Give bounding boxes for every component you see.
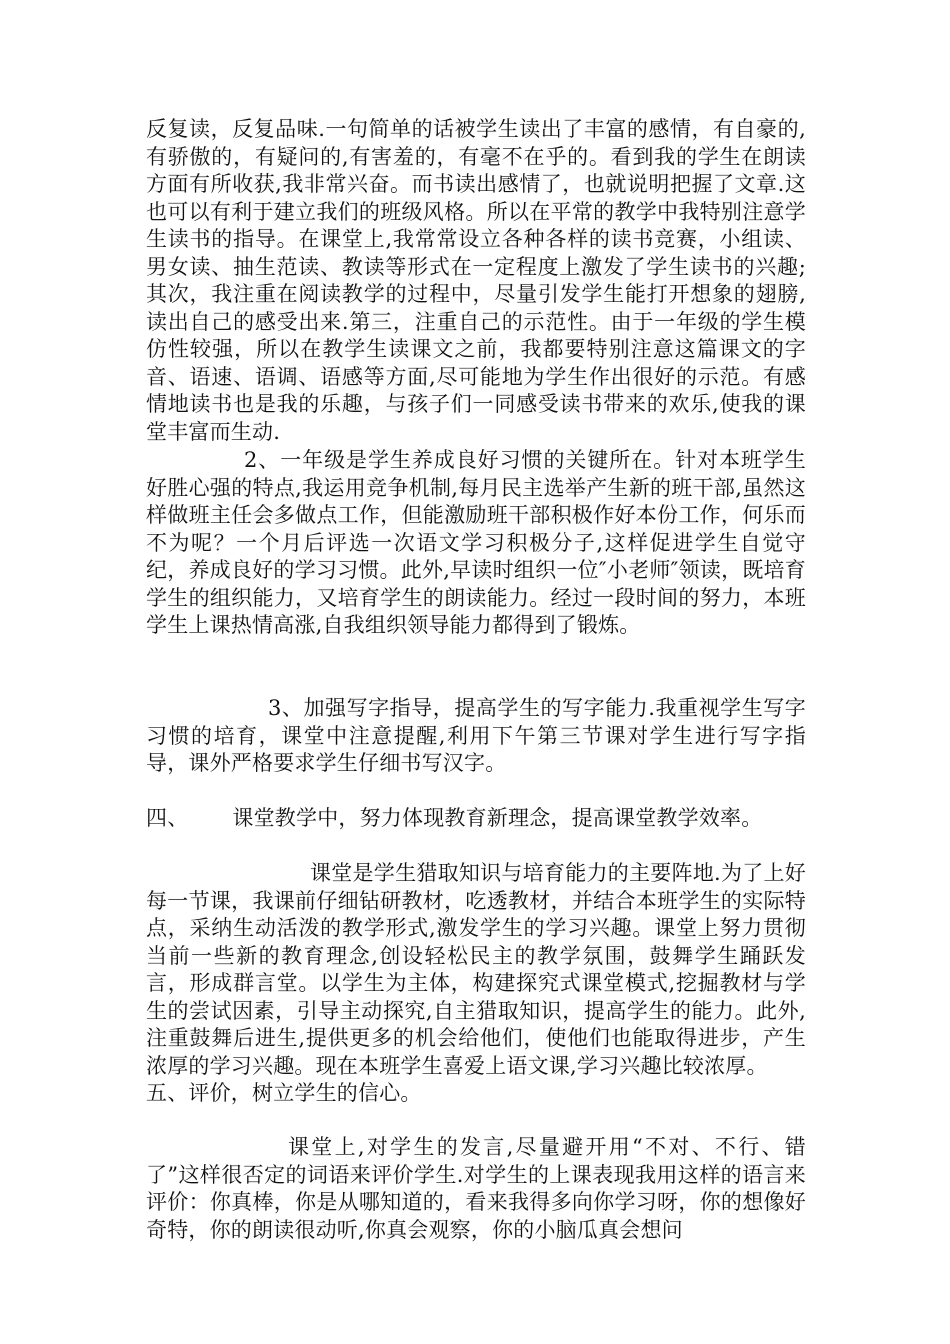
section-heading-5: 五、评价，树立学生的信心。 [146, 1081, 422, 1105]
section-heading-4 [146, 805, 806, 833]
paragraph-evaluation: 课堂上,对学生的发言,尽量避开用“不对、不行、错了”这样很否定的词语来评价学生.对学生的上课表现我用这样的语言来评价：你真棒，你是从哪知道的，看来我得多向你学习呀，你的想像好奇特，你的朗读很动听,你真会观察，你的小脑瓜真会想问 [146, 1135, 806, 1242]
section-heading-4-text: 课堂教学中，努力体现教育新理念，提高课堂教学效率。 [232, 806, 763, 830]
paragraph-habits: 2、一年级是学生养成良好习惯的关键所在。针对本班学生好胜心强的特点,我运用竞争机制,每月民主选举产生新的班干部,虽然这样做班主任会多做点工作，但能激励班干部积极作好本份工作，何乐而不为呢？一个月后评选一次语文学习积极分子,这样促进学生自觉守纪，养成良好的学习习惯。此外,早读时组织一位″小老师″领读，既培育学生的组织能力，又培育学生的朗读能力。经过一段时间的努力，本班学生上课热情高涨,自我组织领导能力都得到了锻炼。 [146, 448, 806, 637]
paragraph-reading-instruction: 反复读，反复品味.一句简单的话被学生读出了丰富的感情，有自豪的,有骄傲的，有疑问的,有害羞的，有毫不在乎的。看到我的学生在朗读方面有所收获,我非常兴奋。而书读出感情了，也就说明把握了文章.这也可以有利于建立我们的班级风格。所以在平常的教学中我特别注意学生读书的指导。在课堂上,我常常设立各种各样的读书竞赛，小组读、男女读、抽生范读、教读等形式在一定程度上激发了学生读书的兴趣;其次，我注重在阅读教学的过程中，尽量引发学生能打开想象的翅膀,读出自己的感受出来.第三，注重自己的示范性。由于一年级的学生模仿性较强，所以在教学生读课文之前，我都要特别注意这篇课文的字音、语速、语调、语感等方面,尽可能地为学生作出很好的示范。有感情地读书也是我的乐趣，与孩子们一同感受读书带来的欢乐,使我的课堂丰富而生动. [146, 117, 806, 444]
section-heading-4-number: 四、 [146, 806, 189, 830]
paragraph-writing: 3、加强写字指导，提高学生的写字能力.我重视学生写字习惯的培育，课堂中注意提醒,利用下午第三节课对学生进行写字指导，课外严格要求学生仔细书写汉字。 [146, 696, 806, 775]
paragraph-classroom: 课堂是学生猎取知识与培育能力的主要阵地.为了上好每一节课，我课前仔细钻研教材，吃透教材，并结合本班学生的实际特点，采纳生动活泼的教学形式,激发学生的学习兴趣。课堂上努力贯彻当前一些新的教育理念,创设轻松民主的教学氛围，鼓舞学生踊跃发言，形成群言堂。以学生为主体，构建探究式课堂模式,挖掘教材与学生的尝试因素，引导主动探究,自主猎取知识，提高学生的能力。此外,注重鼓舞后进生,提供更多的机会给他们，使他们也能取得进步，产生浓厚的学习兴趣。现在本班学生喜爱上语文课,学习兴趣比较浓厚。 [146, 861, 806, 1078]
